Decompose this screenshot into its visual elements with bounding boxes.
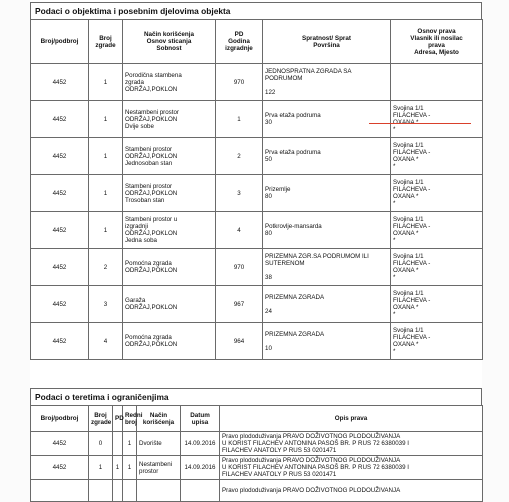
cell-line: Nestambeni (139, 460, 173, 468)
cell-line: JEDNOSPRATNA ZGRADA SA (265, 68, 352, 75)
cell-line: 80 (265, 230, 272, 237)
cell-ownership (391, 286, 483, 323)
cell-line: PD (234, 31, 244, 38)
cell-floor-area (263, 249, 391, 286)
cell-line: OXANA * (393, 341, 419, 348)
encumbrances-table-header (31, 406, 483, 432)
cell-usage (123, 101, 216, 138)
cell-line: Prva etaža podruma (265, 112, 321, 119)
cell-pd-year: 4 (216, 212, 263, 249)
cell-line: FILACHEV ANATOLY P RUS 53 0201471 (222, 447, 337, 454)
cell-line: Adresa, Mjesto (414, 48, 459, 56)
cell-line: Redni (125, 411, 143, 419)
cell-line: Pravo plododuživanja PRAVO DOŽIVOTNOG PLODOUŽIVANJA (222, 487, 401, 494)
table-row (31, 212, 483, 249)
cell-line: Dvorište (139, 440, 162, 447)
cell-line: 38 (265, 274, 272, 281)
objects-table-header (31, 20, 483, 64)
cell-usage (123, 212, 216, 249)
cell-line: Stambeni prostor u (125, 216, 178, 223)
cell-usage (137, 432, 181, 456)
cell-ordinal (123, 480, 137, 502)
cell-line: PRIZEMNA ZGR.SA PODRUMOM ILI (265, 253, 369, 260)
cell-usage (123, 286, 216, 323)
cell-line: Trosoban stan (125, 196, 165, 204)
cell-right-description (220, 480, 483, 502)
cell-line: Dvije sobe (125, 122, 154, 130)
cell-line: Broj (99, 34, 112, 42)
cell-pd-year: 967 (216, 286, 263, 323)
cell-entry-date: 14.09.2016 (181, 456, 220, 480)
cell-line: OXANA * (393, 304, 419, 311)
cell-usage (123, 323, 216, 360)
document-page (30, 0, 482, 502)
cell-line: Stambeni prostor (125, 182, 173, 190)
encumbrances-table (30, 405, 483, 502)
cell-line (265, 301, 388, 308)
cell-parcel-number: 4452 (31, 64, 89, 101)
table-row (31, 101, 483, 138)
table-row (31, 286, 483, 323)
cell-line: ODRŽAJ,POKLON (125, 152, 178, 160)
cell-line: * (393, 274, 396, 281)
table-row (31, 323, 483, 360)
table-row (31, 249, 483, 286)
cell-line: * (393, 163, 396, 170)
cell-line: 24 (265, 307, 272, 315)
table-row (31, 175, 483, 212)
cell-line: * (393, 126, 396, 133)
cell-line: Nestambeni prostor (125, 108, 179, 116)
cell-parcel-number: 4452 (31, 286, 89, 323)
cell-line: FILACHEVA - (393, 149, 431, 156)
cell-ownership (391, 175, 483, 212)
cell-line: Broj (94, 411, 107, 419)
cell-pd-year: 970 (216, 64, 263, 101)
cell-line: Spratnost/ Sprat (302, 34, 351, 42)
encumbrances-header-col-5 (181, 406, 220, 432)
cell-line: Pravo plododuživanja PRAVO DOŽIVOTNOG PLODOUŽIVANJA (222, 433, 401, 440)
cell-usage (123, 249, 216, 286)
cell-parcel-number: 4452 (31, 456, 89, 480)
cell-line: izgradnji (125, 223, 149, 230)
cell-line: ODRŽAJ,POKLON (125, 304, 178, 311)
cell-line: * (393, 311, 396, 318)
cell-line: * (393, 200, 396, 207)
cell-usage (123, 175, 216, 212)
cell-line: * (393, 348, 396, 355)
cell-pd-year: 1 (216, 101, 263, 138)
cell-line: Površina (313, 41, 340, 49)
cell-line: OXANA * (393, 156, 419, 163)
cell-line: Vlasnik ili nosilac (410, 34, 463, 42)
cell-ownership (391, 212, 483, 249)
cell-line: PODRUMOM (265, 75, 303, 82)
cell-line: Broj/podbroj (40, 415, 79, 422)
cell-line: FILACHEV ANATOLY P RUS 53 0201471 (222, 471, 337, 478)
cell-line: prava (428, 41, 445, 49)
table-row (31, 456, 483, 480)
cell-line: 80 (265, 193, 272, 200)
cell-line: Način korišćenja (143, 31, 195, 38)
cell-line: PRIZEMNA ZGRADA (265, 293, 325, 301)
encumbrances-header-col-4 (137, 406, 181, 432)
cell-line: zgrada (125, 78, 144, 86)
objects-header-col-4 (263, 20, 391, 64)
cell-line: Prizemlje (265, 186, 291, 193)
cell-ownership (391, 101, 483, 138)
cell-ordinal: 1 (123, 456, 137, 480)
section-title-encumbrances: Podaci o teretima i ograničenjima (30, 388, 482, 405)
cell-line: SUTERENOM (265, 260, 305, 267)
cell-line: FILACHEVA - (393, 112, 431, 119)
cell-floor-area (263, 64, 391, 101)
cell-line: ODRŽAJ,POKLON (125, 267, 178, 274)
cell-parcel-number: 4452 (31, 432, 89, 456)
cell-line: Pomoćna zgrada (125, 334, 172, 341)
cell-line: Datum (190, 411, 210, 419)
cell-line: ODRŽAJ,POKLON (125, 189, 178, 197)
cell-parcel-number: 4452 (31, 212, 89, 249)
cell-right-description (220, 456, 483, 480)
encumbrances-header-col-6 (220, 406, 483, 432)
cell-line: 30 (265, 119, 272, 126)
cell-line: Porodična stambena (125, 71, 182, 79)
cell-pd (113, 432, 123, 456)
cell-building-number (89, 480, 113, 502)
cell-floor-area (263, 286, 391, 323)
cell-floor-area (263, 101, 391, 138)
cell-floor-area (263, 212, 391, 249)
cell-line: Garaža (125, 297, 146, 304)
cell-line: upisa (191, 418, 209, 426)
cell-line: Svojina 1/1 (393, 216, 424, 223)
cell-line (265, 338, 388, 345)
cell-ownership (391, 64, 483, 101)
cell-line: Opis prava (334, 415, 368, 422)
cell-parcel-number: 4452 (31, 249, 89, 286)
cell-line: 10 (265, 344, 272, 352)
cell-entry-date: 14.09.2016 (181, 432, 220, 456)
cell-line: Jednosoban stan (125, 159, 173, 167)
encumbrances-header-col-2 (113, 406, 123, 432)
objects-header-col-0 (31, 20, 89, 64)
cell-building-number: 2 (89, 249, 123, 286)
cell-line: Način (149, 411, 168, 419)
cell-line: OXANA * (393, 230, 419, 237)
cell-line: Pravo plododuživanja PRAVO DOŽIVOTNOG PLODOUŽIVANJA (222, 457, 401, 464)
cell-ownership (391, 249, 483, 286)
cell-line: Sobnost (156, 45, 182, 52)
cell-line: Osnov sticanja (146, 38, 192, 45)
cell-line: ODRŽAJ,POKLON (125, 341, 178, 348)
cell-line: Svojina 1/1 (393, 327, 424, 334)
cell-line: ODRŽAJ,POKLON (125, 230, 178, 237)
section-title-objects: Podaci o objektima i posebnim djelovima objekta (30, 2, 482, 19)
cell-pd-year: 964 (216, 323, 263, 360)
cell-building-number: 3 (89, 286, 123, 323)
cell-line: Osnov prava (417, 27, 456, 35)
cell-line: zgrade (91, 418, 112, 426)
objects-header-col-5 (391, 20, 483, 64)
cell-line: PD (115, 415, 124, 422)
cell-line: OXANA * (393, 193, 419, 200)
cell-building-number: 1 (89, 101, 123, 138)
cell-line: 50 (265, 156, 272, 163)
cell-line: PRIZEMNA ZGRADA (265, 330, 325, 338)
cell-line: zgrade (95, 41, 116, 49)
cell-building-number: 1 (89, 212, 123, 249)
cell-line: Svojina 1/1 (393, 290, 424, 297)
cell-pd: 1 (113, 456, 123, 480)
cell-line: broj (125, 418, 137, 426)
cell-line: U KORIST FILACHEV ANTONINA PASOŠ BR. P RUS 72 6380039 I (222, 440, 409, 447)
cell-line: Broj/podbroj (40, 38, 79, 45)
table-row (31, 64, 483, 101)
cell-pd (113, 480, 123, 502)
cell-building-number: 4 (89, 323, 123, 360)
cell-ordinal: 1 (123, 432, 137, 456)
encumbrances-header-col-1 (89, 406, 113, 432)
cell-line: Jedna soba (125, 237, 157, 244)
cell-line: Prva etaža podruma (265, 149, 321, 156)
red-annotation-line (369, 123, 471, 124)
cell-usage (137, 480, 181, 502)
cell-building-number: 0 (89, 432, 113, 456)
cell-entry-date (181, 480, 220, 502)
cell-building-number: 1 (89, 456, 113, 480)
cell-line: ODRŽAJ,POKLON (125, 115, 178, 123)
cell-line: FILACHEVA - (393, 297, 431, 304)
cell-pd-year: 2 (216, 138, 263, 175)
cell-line: Potkrovlje-mansarda (265, 223, 322, 230)
cell-line: FILACHEVA - (393, 334, 431, 341)
cell-line: Pomoćna zgrada (125, 260, 172, 267)
cell-ownership (391, 138, 483, 175)
cell-line: prostor (139, 467, 159, 475)
cell-usage (137, 456, 181, 480)
cell-line: ODRŽAJ,POKLON (125, 85, 178, 93)
cell-pd-year: 3 (216, 175, 263, 212)
cell-ownership (391, 323, 483, 360)
cell-floor-area (263, 323, 391, 360)
cell-parcel-number (31, 480, 89, 502)
table-row (31, 432, 483, 456)
cell-building-number: 1 (89, 64, 123, 101)
cell-line: Godina (228, 38, 250, 45)
objects-table (30, 19, 483, 360)
cell-line: OXANA * (393, 267, 419, 274)
cell-line: FILACHEVA - (393, 186, 431, 193)
cell-line (265, 82, 388, 89)
cell-floor-area (263, 138, 391, 175)
cell-usage (123, 64, 216, 101)
cell-parcel-number: 4452 (31, 101, 89, 138)
cell-line: FILACHEVA - (393, 260, 431, 267)
cell-line: Svojina 1/1 (393, 105, 424, 112)
cell-parcel-number: 4452 (31, 138, 89, 175)
cell-usage (123, 138, 216, 175)
cell-line: Svojina 1/1 (393, 142, 424, 149)
cell-line: FILACHEVA - (393, 223, 431, 230)
objects-header-col-3 (216, 20, 263, 64)
cell-building-number: 1 (89, 138, 123, 175)
cell-line: U KORIST FILACHEV ANTONINA PASOŠ BR. P RUS 72 6380039 I (222, 464, 409, 471)
cell-building-number: 1 (89, 175, 123, 212)
table-row (31, 138, 483, 175)
objects-header-col-1 (89, 20, 123, 64)
cell-line: 122 (265, 89, 276, 96)
encumbrances-header-col-0 (31, 406, 89, 432)
table-row (31, 480, 483, 502)
cell-line: Stambeni prostor (125, 145, 173, 153)
cell-parcel-number: 4452 (31, 323, 89, 360)
cell-line: Svojina 1/1 (393, 179, 424, 186)
cell-floor-area (263, 175, 391, 212)
cell-line: * (393, 237, 396, 244)
cell-line: korišćenja (142, 418, 175, 426)
cell-line: Svojina 1/1 (393, 253, 424, 260)
cell-line: izgradnje (225, 45, 253, 52)
cell-pd-year: 970 (216, 249, 263, 286)
cell-line (265, 267, 388, 274)
cell-parcel-number: 4452 (31, 175, 89, 212)
encumbrances-header-col-3 (123, 406, 143, 432)
cell-right-description (220, 432, 483, 456)
objects-header-col-2 (123, 20, 216, 64)
